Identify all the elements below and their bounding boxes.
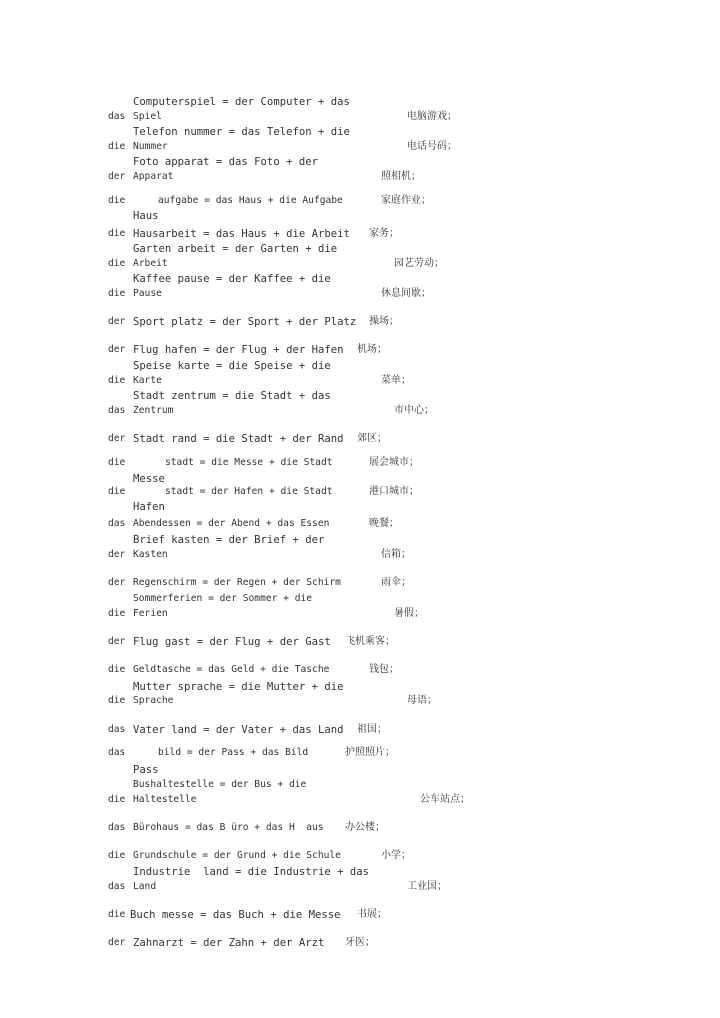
entry-line: Speise karte = die Speise + die [133, 360, 331, 372]
translation: 小学； [381, 850, 411, 861]
article: die [108, 375, 126, 386]
entry-line: Abendessen = der Abend + das Essen [133, 518, 330, 529]
entry-line: Haus [133, 210, 159, 222]
article: der [108, 577, 126, 588]
translation: 电话号码； [407, 141, 457, 152]
entry-line: Kasten [133, 549, 168, 560]
entry-line: Vater land = der Vater + das Land [133, 724, 344, 736]
article: die [108, 141, 126, 152]
entry-line: Brief kasten = der Brief + der [133, 534, 325, 546]
entry-line: Stadt zentrum = die Stadt + das [133, 390, 331, 402]
entry-line: bild = der Pass + das Bild [158, 747, 309, 758]
translation: 祖国； [357, 724, 387, 735]
entry-line: Telefon nummer = das Telefon + die [133, 126, 350, 138]
entry-line: Regenschirm = der Regen + der Schirm [133, 577, 341, 588]
article: der [108, 316, 126, 327]
entry-line: Zentrum [133, 405, 174, 416]
entry-line: Grundschule = der Grund + die Schule [133, 850, 341, 861]
translation: 飞机乘客； [345, 636, 395, 647]
entry-line: Haltestelle [133, 794, 197, 805]
article: der [108, 344, 126, 355]
article: der [108, 433, 126, 444]
entry-line: Sport platz = der Sport + der Platz [133, 316, 357, 328]
entry-line: Foto apparat = das Foto + der [133, 156, 318, 168]
entry-line: Stadt rand = die Stadt + der Rand [133, 433, 344, 445]
article: das [108, 822, 126, 833]
entry-line: Bushaltestelle = der Bus + die [133, 779, 307, 790]
translation: 钱包； [369, 664, 399, 675]
article: das [108, 724, 126, 735]
translation: 家庭作业； [381, 195, 431, 206]
entry-line: Pass [133, 764, 159, 776]
entry-line: Hafen [133, 501, 165, 513]
article: das [108, 111, 126, 122]
translation: 机场； [357, 344, 387, 355]
entry-line: Geldtasche = das Geld + die Tasche [133, 664, 330, 675]
entry-line: aufgabe = das Haus + die Aufgabe [158, 195, 343, 206]
entry-line: Garten arbeit = der Garten + die [133, 243, 338, 255]
entry-line: Flug gast = der Flug + der Gast [133, 636, 331, 648]
translation: 暑假； [394, 608, 424, 619]
entry-line: Messe [133, 473, 165, 485]
article: die [108, 228, 126, 239]
article: die [108, 195, 126, 206]
entry-line: Kaffee pause = der Kaffee + die [133, 273, 331, 285]
article: der [108, 171, 126, 182]
article: der [108, 636, 126, 647]
article: der [108, 937, 126, 948]
article: das [108, 881, 126, 892]
translation: 工业国； [407, 881, 447, 892]
translation: 展会城市； [369, 457, 419, 468]
article: das [108, 405, 126, 416]
article: der [108, 549, 126, 560]
article: die [108, 288, 126, 299]
article: die [108, 608, 126, 619]
entry-line: Mutter sprache = die Mutter + die [133, 681, 344, 693]
translation: 护照照片； [345, 747, 395, 758]
translation: 郊区； [357, 433, 387, 444]
entry-line: Buch messe = das Buch + die Messe [130, 909, 341, 921]
entry-line: Hausarbeit = das Haus + die Arbeit [133, 228, 350, 240]
translation: 公车站点； [420, 794, 470, 805]
entry-line: Apparat [133, 171, 174, 182]
translation: 港口城市； [369, 486, 419, 497]
translation: 电脑游戏； [407, 111, 457, 122]
translation: 操场； [369, 316, 399, 327]
entry-line: stadt = der Hafen + die Stadt [165, 486, 333, 497]
translation: 牙医； [345, 937, 375, 948]
translation: 休息间歇； [381, 288, 431, 299]
entry-line: Sprache [133, 695, 174, 706]
translation: 办公楼； [345, 822, 385, 833]
entry-line: Bürohaus = das B üro + das H aus [133, 822, 324, 833]
entry-line: Sommerferien = der Sommer + die [133, 593, 313, 604]
entry-line: Arbeit [133, 258, 168, 269]
translation: 照相机； [381, 171, 421, 182]
translation: 园艺劳动； [394, 258, 444, 269]
article: die [108, 850, 126, 861]
translation: 信箱； [381, 549, 411, 560]
entry-line: Industrie land = die Industrie + das [133, 866, 369, 878]
article: die [108, 909, 126, 920]
article: die [108, 664, 126, 675]
article: die [108, 457, 126, 468]
entry-line: Ferien [133, 608, 168, 619]
translation: 市中心； [394, 405, 434, 416]
article: die [108, 258, 126, 269]
entry-line: Flug hafen = der Flug + der Hafen [133, 344, 344, 356]
entry-line: Nummer [133, 141, 168, 152]
translation: 菜单； [381, 375, 411, 386]
article: das [108, 747, 126, 758]
article: die [108, 486, 126, 497]
entry-line: Zahnarzt = der Zahn + der Arzt [133, 937, 325, 949]
translation: 晚餐； [369, 518, 399, 529]
entry-line: Pause [133, 288, 162, 299]
translation: 母语； [407, 695, 437, 706]
article: die [108, 794, 126, 805]
translation: 书展； [357, 909, 387, 920]
entry-line: Spiel [133, 111, 162, 122]
translation: 家务； [369, 228, 399, 239]
entry-line: stadt = die Messe + die Stadt [165, 457, 333, 468]
entry-line: Computerspiel = der Computer + das [133, 96, 350, 108]
entry-line: Land [133, 881, 157, 892]
article: die [108, 695, 126, 706]
entry-line: Karte [133, 375, 162, 386]
article: das [108, 518, 126, 529]
translation: 雨伞； [381, 577, 411, 588]
